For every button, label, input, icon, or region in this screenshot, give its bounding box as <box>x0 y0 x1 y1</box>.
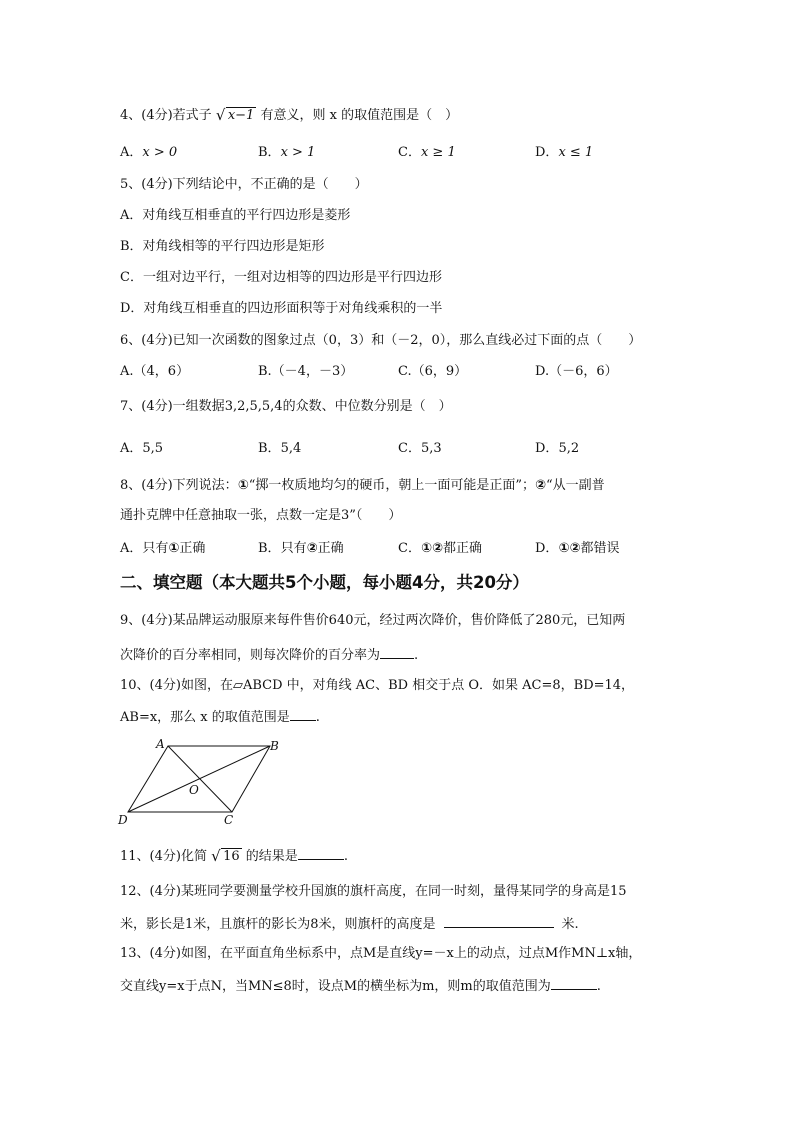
question-8-stem-line-2: 通扑克牌中任意抽取一张，点数一定是3”（ ） <box>120 508 402 523</box>
question-11-answer-blank[interactable] <box>298 845 344 860</box>
question-5-option-c: C．一组对边平行，一组对边相等的四边形是平行四边形 <box>120 270 442 285</box>
question-12-answer-blank[interactable] <box>444 913 554 928</box>
question-11-stem: 11、(4分)化简 √ 16 的结果是 . <box>120 847 348 865</box>
vertex-label-a: A <box>156 737 165 751</box>
question-4-option-b: B．x > 1 <box>258 145 316 160</box>
question-8-option-a: A．只有①正确 <box>120 541 206 556</box>
question-5-option-a: A．对角线互相垂直的平行四边形是菱形 <box>120 208 351 223</box>
question-10-answer-blank[interactable] <box>290 706 316 721</box>
question-12-line-1: 12、(4分)某班同学要测量学校升国旗的旗杆高度，在同一时刻，量得某同学的身高是15 <box>120 884 627 899</box>
question-4-radical: √ x−1 <box>215 106 255 124</box>
question-9-line-1: 9、(4分)某品牌运动服原来每件售价640元，经过两次降价，售价降低了280元，已知两 <box>120 613 626 628</box>
parallelogram-figure <box>110 736 290 828</box>
question-4-option-d: D．x ≤ 1 <box>535 145 594 160</box>
intersection-label-o: O <box>189 783 199 797</box>
question-4-text-after: 有意义，则 x 的取值范围是（ ） <box>260 108 459 123</box>
question-4-text-before: 4、(4分)若式子 <box>120 108 212 123</box>
question-9-line-2: 次降价的百分率相同，则每次降价的百分率为 . <box>120 644 418 666</box>
diagonal-bd <box>128 746 270 812</box>
question-13-line-2: 交直线y=x于点N，当MN≤8时，设点M的横坐标为m，则m的取值范围为 . <box>120 975 601 997</box>
question-6-stem: 6、(4分)已知一次函数的图象过点（0，3）和（－2，0），那么直线必过下面的点（ ） <box>120 333 642 348</box>
question-12-line-2: 米，影长是1米，且旗杆的影长为8米，则旗杆的高度是 米. <box>120 913 579 935</box>
question-7-option-c: C．5,3 <box>398 441 442 456</box>
question-10-line-1: 10、(4分)如图，在▱ABCD 中，对角线 AC、BD 相交于点 O．如果 AC=8，BD=14， <box>120 678 635 693</box>
question-5-stem: 5、(4分)下列结论中，不正确的是（ ） <box>120 177 368 192</box>
question-6-option-c: C.（6，9） <box>398 364 468 379</box>
question-8-option-d: D．①②都错误 <box>535 541 620 556</box>
question-11-radical: √ 16 <box>211 847 240 865</box>
question-6-option-b: B.（－4，－3） <box>258 364 354 379</box>
question-9-answer-blank[interactable] <box>380 644 414 659</box>
question-4-option-a: A．x > 0 <box>120 145 178 160</box>
question-8-option-c: C．①②都正确 <box>398 541 482 556</box>
question-6-option-d: D.（－6，6） <box>535 364 618 379</box>
question-7-option-a: A．5,5 <box>120 441 164 456</box>
question-10-line-2: AB=x，那么 x 的取值范围是 . <box>120 706 320 728</box>
question-7-stem: 7、(4分)一组数据3,2,5,5,4的众数、中位数分别是（ ） <box>120 399 452 414</box>
question-5-option-b: B．对角线相等的平行四边形是矩形 <box>120 239 325 254</box>
vertex-label-d: D <box>118 813 128 827</box>
question-13-answer-blank[interactable] <box>551 975 597 990</box>
question-7-data: 3,2,5,5,4 <box>224 399 283 414</box>
question-11-radicand: 16 <box>223 849 240 864</box>
question-4-stem <box>120 106 458 126</box>
question-4-option-c: C．x ≥ 1 <box>398 145 456 160</box>
question-8-stem-line-1: 8、(4分)下列说法：①“掷一枚质地均匀的硬币，朝上一面可能是正面”；②“从一副普 <box>120 478 605 493</box>
vertex-label-c: C <box>224 813 234 827</box>
vertex-label-b: B <box>270 739 279 753</box>
question-7-option-b: B．5,4 <box>258 441 302 456</box>
question-8-option-b: B．只有②正确 <box>258 541 344 556</box>
section-2-heading: 二、填空题（本大题共5个小题，每小题4分，共20分） <box>120 573 529 592</box>
question-6-option-a: A.（4，6） <box>120 364 190 379</box>
question-13-line-1: 13、(4分)如图，在平面直角坐标系中，点M是直线y=－x上的动点，过点M作MN⊥x轴， <box>120 946 642 961</box>
question-7-option-d: D．5,2 <box>535 441 580 456</box>
question-4-radicand: x−1 <box>227 108 255 123</box>
question-5-option-d: D．对角线互相垂直的四边形面积等于对角线乘积的一半 <box>120 301 443 316</box>
